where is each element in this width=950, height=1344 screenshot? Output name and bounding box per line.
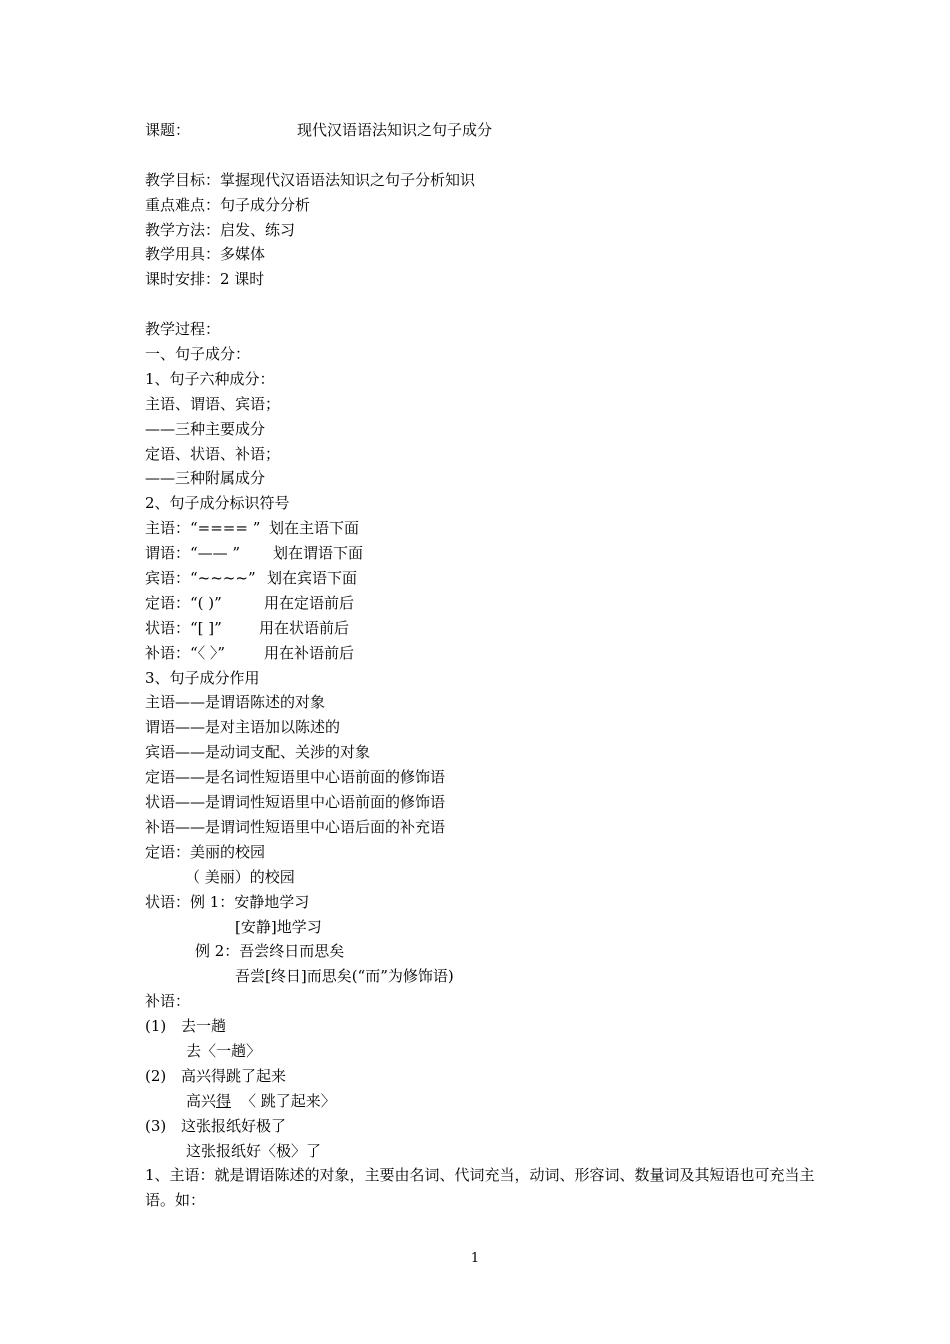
course-title bbox=[145, 118, 815, 143]
symbol-row bbox=[145, 566, 815, 591]
complement-marked: 这张报纸好〈极〉了 bbox=[186, 1141, 322, 1160]
symbol-row bbox=[145, 591, 815, 616]
attributive-example: 定语：美丽的校园 bbox=[145, 842, 266, 861]
attributive-marked: （ 美丽）的校园 bbox=[185, 867, 295, 886]
item-number: (2) bbox=[145, 1066, 167, 1085]
course-title-text: 现代汉语语法知识之句子成分 bbox=[297, 121, 493, 139]
adverbial-marked-1: [安静]地学习 bbox=[235, 917, 322, 936]
symbol-desc: 用在补语前后 bbox=[264, 643, 355, 662]
document-body bbox=[145, 118, 815, 1213]
role-line: 主语——是谓语陈述的对象 bbox=[145, 693, 326, 712]
subsection-heading: 2、句子成分标识符号 bbox=[145, 494, 290, 513]
text-line: ——三种主要成分 bbox=[145, 419, 266, 438]
subsection-heading: 3、句子成分作用 bbox=[145, 668, 260, 687]
symbol-desc: 划在主语下面 bbox=[269, 519, 360, 538]
meta-schedule: 课时安排：2 课时 bbox=[145, 270, 265, 289]
symbol-row bbox=[145, 641, 815, 666]
text-line: ——三种附属成分 bbox=[145, 469, 266, 488]
complement-label: 补语： bbox=[145, 992, 191, 1011]
item-number: (1) bbox=[145, 1017, 167, 1036]
symbol-row bbox=[145, 516, 815, 541]
symbol-desc: 用在定语前后 bbox=[264, 593, 355, 612]
role-line: 谓语——是对主语加以陈述的 bbox=[145, 718, 341, 737]
text-line: 定语、状语、补语； bbox=[145, 444, 281, 463]
subject-definition: 1、主语：就是谓语陈述的对象，主要由名词、代词充当，动词、形容词、数量词及其短语也可充当主语。如： bbox=[145, 1166, 815, 1210]
subsection-heading: 1、句子六种成分： bbox=[145, 369, 275, 388]
symbol-name: 状语：“[ ]” bbox=[145, 618, 222, 637]
symbol-row bbox=[145, 541, 815, 566]
symbol-desc: 划在宾语下面 bbox=[267, 569, 358, 588]
process-heading: 教学过程： bbox=[145, 320, 221, 339]
complement-marked: 高兴得 〈 跳了起来〉 bbox=[186, 1091, 336, 1110]
adverbial-marked-2: 吾尝[终日]而思矣(“而”为修饰语) bbox=[235, 967, 454, 986]
symbol-desc: 划在谓语下面 bbox=[273, 544, 364, 563]
symbol-row bbox=[145, 616, 815, 641]
item-text: 高兴得跳了起来 bbox=[181, 1066, 287, 1085]
adverbial-example-2: 例 2：吾尝终日而思矣 bbox=[195, 942, 345, 961]
symbol-desc: 用在状语前后 bbox=[259, 618, 350, 637]
text-line: 主语、谓语、宾语； bbox=[145, 394, 281, 413]
symbol-name: 补语：“〈 〉” bbox=[145, 643, 226, 662]
meta-method: 教学方法：启发、练习 bbox=[145, 220, 296, 239]
item-text: 这张报纸好极了 bbox=[181, 1116, 287, 1135]
symbol-name: 定语：“( )” bbox=[145, 593, 222, 612]
meta-goal: 教学目标：掌握现代汉语语法知识之句子分析知识 bbox=[145, 170, 476, 189]
underlined-char: 得 bbox=[216, 1091, 232, 1110]
complement-marked: 去〈一趟〉 bbox=[186, 1041, 262, 1060]
role-line: 补语——是谓词性短语里中心语后面的补充语 bbox=[145, 817, 446, 836]
complement-item bbox=[145, 1114, 815, 1139]
item-number: (3) bbox=[145, 1116, 167, 1135]
course-title-label: 课题： bbox=[145, 121, 191, 139]
symbol-name: 谓语：“—— ” bbox=[145, 544, 241, 563]
page-number: 1 bbox=[470, 1251, 480, 1266]
role-line: 定语——是名词性短语里中心语前面的修饰语 bbox=[145, 768, 446, 787]
role-line: 宾语——是动词支配、关涉的对象 bbox=[145, 743, 371, 762]
meta-difficulty: 重点难点：句子成分分析 bbox=[145, 195, 311, 214]
item-text: 去一趟 bbox=[181, 1017, 227, 1036]
symbol-name: 主语：“==== ” bbox=[145, 519, 261, 538]
meta-tools: 教学用具：多媒体 bbox=[145, 245, 266, 264]
symbol-name: 宾语：“~~~~” bbox=[145, 569, 256, 588]
adverbial-example-1: 状语：例 1：安静地学习 bbox=[145, 892, 310, 911]
complement-item bbox=[145, 1064, 815, 1089]
role-line: 状语——是谓词性短语里中心语前面的修饰语 bbox=[145, 793, 446, 812]
section-heading: 一、句子成分： bbox=[145, 345, 251, 364]
complement-item bbox=[145, 1014, 815, 1039]
